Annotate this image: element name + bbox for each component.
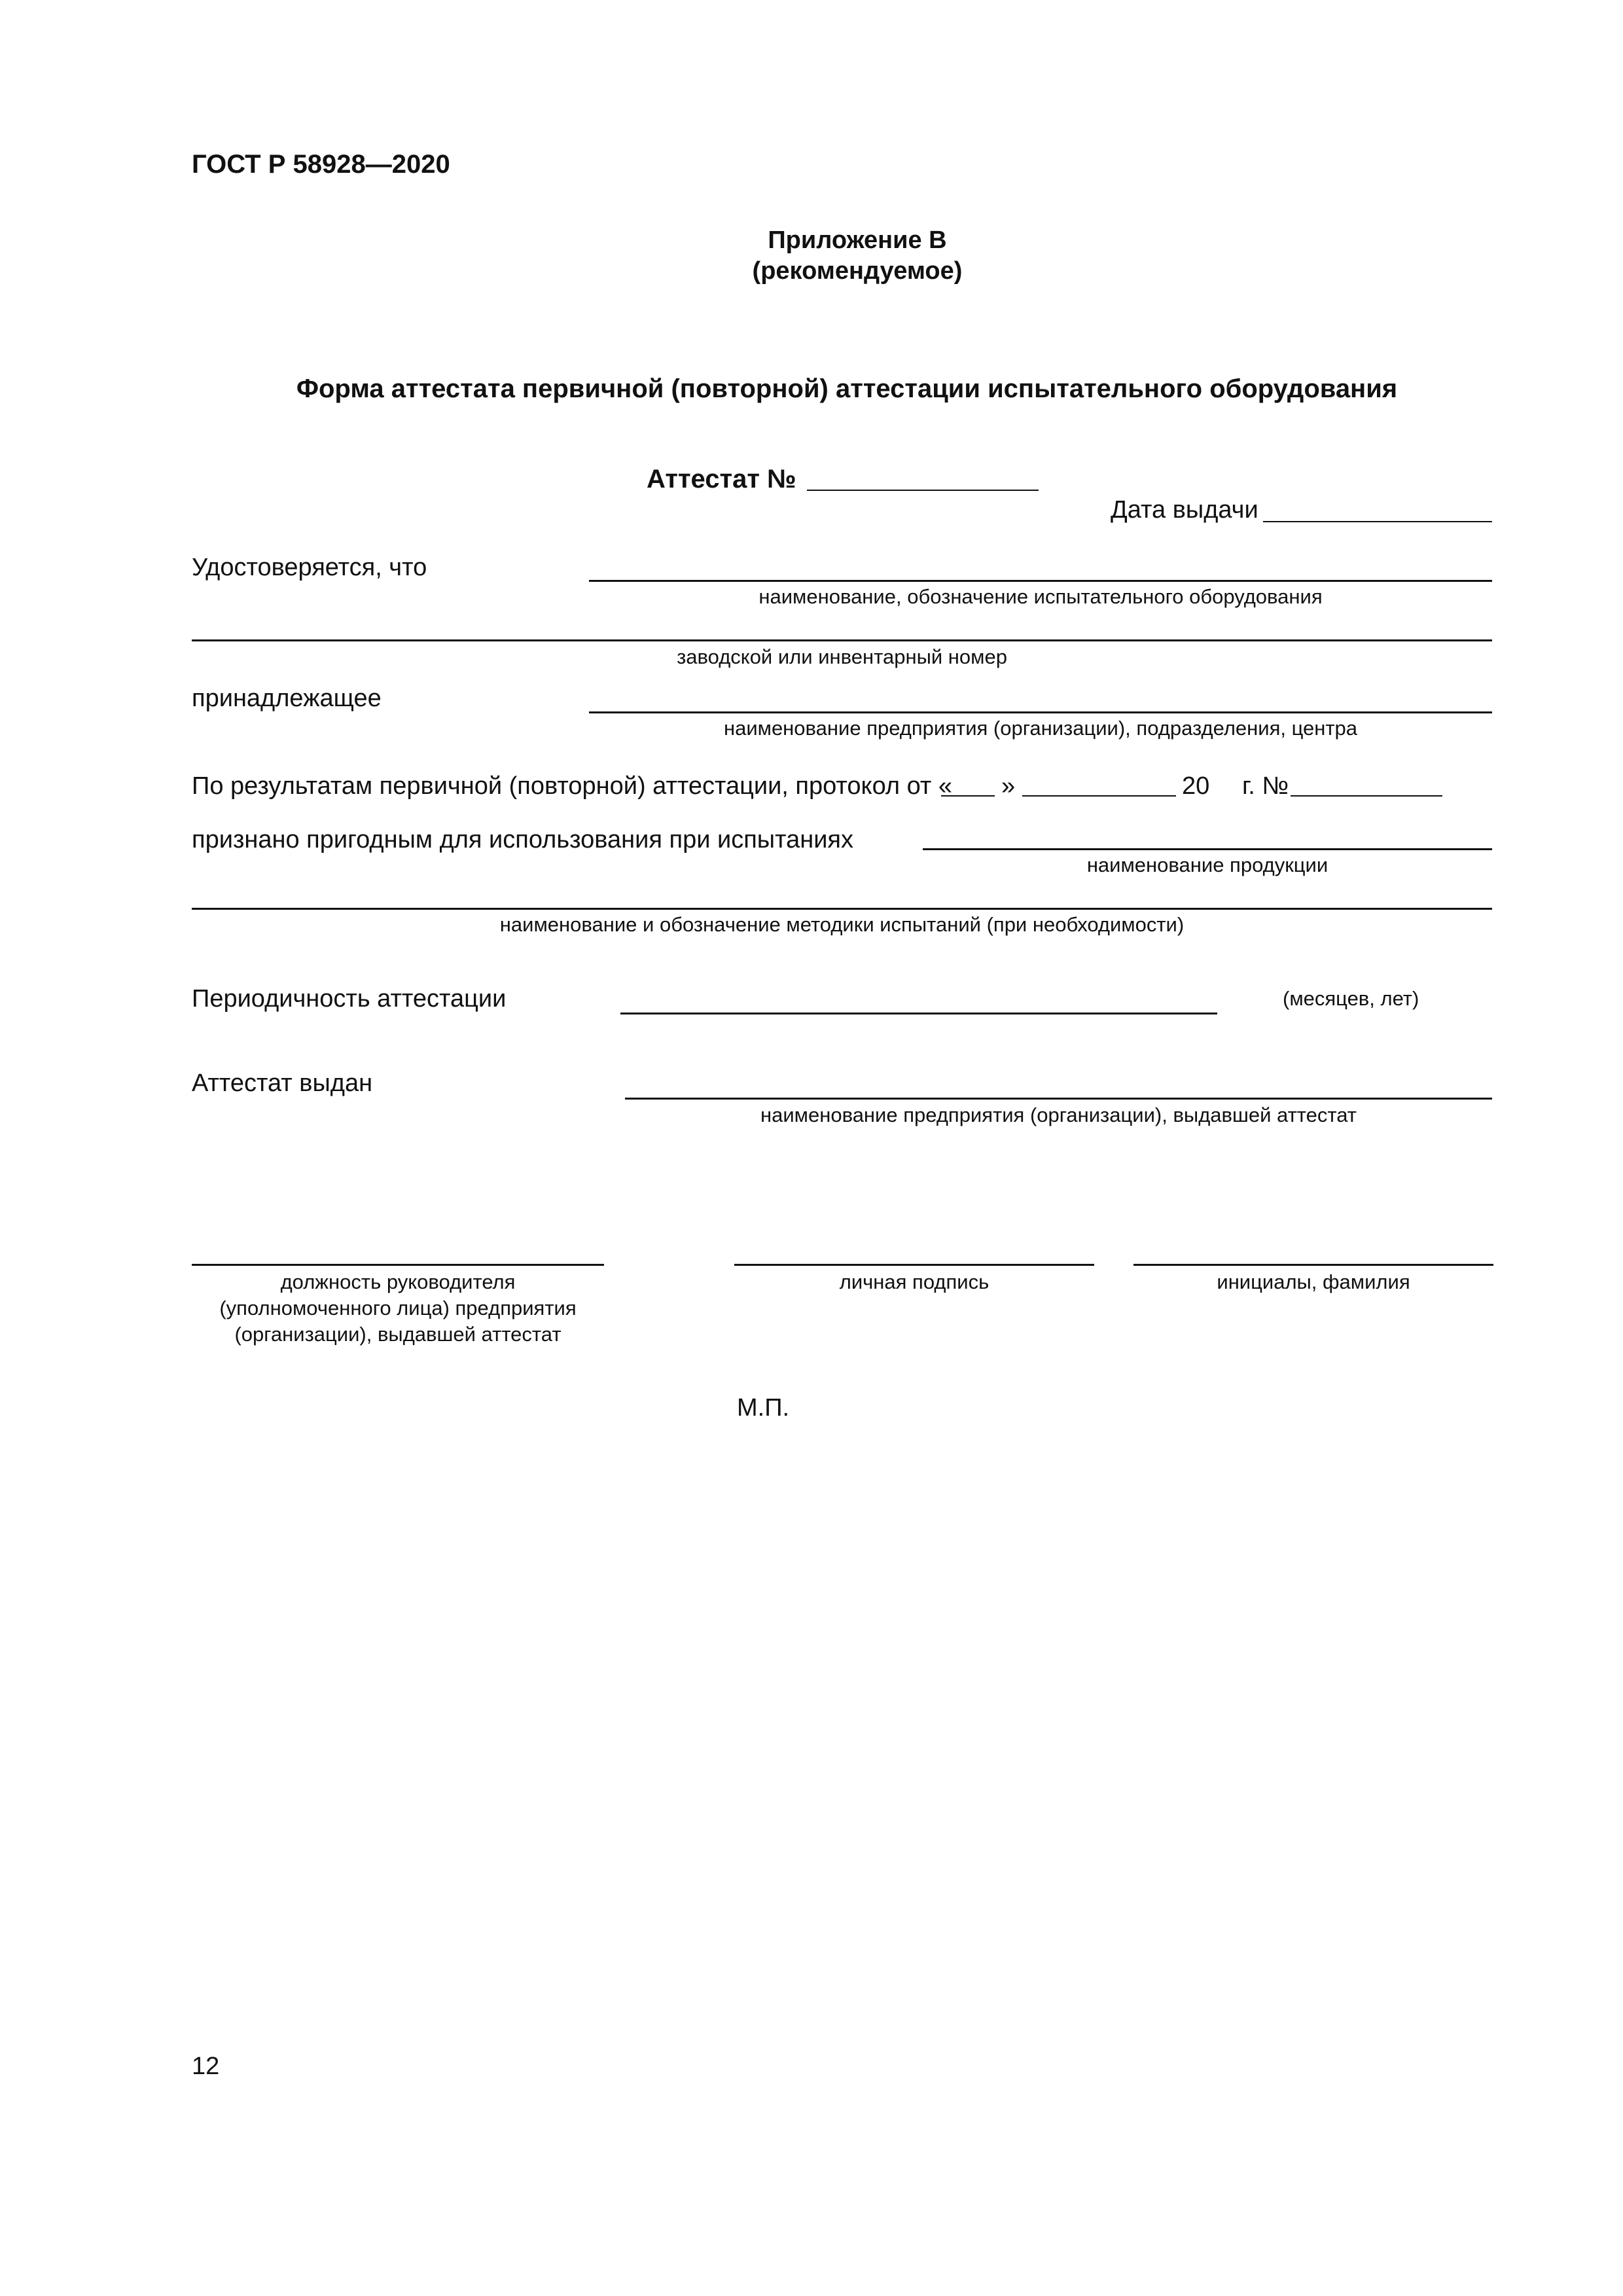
product-line[interactable] <box>923 848 1492 850</box>
periodicity-units: (месяцев, лет) <box>1283 987 1419 1010</box>
serial-caption: заводской или инвентарный номер <box>677 645 1007 668</box>
equipment-line[interactable] <box>589 580 1492 582</box>
position-caption <box>192 1269 604 1348</box>
appendix-note: (рекомендуемое) <box>752 257 963 285</box>
protocol-year: 20 <box>1182 772 1210 800</box>
protocol-text: По результатам первичной (повторной) аттестации, протокол от « <box>192 772 953 800</box>
owner-caption: наименование предприятия (организации), подразделения, центра <box>723 717 1358 740</box>
belongs-label: принадлежащее <box>192 685 382 712</box>
protocol-month-line[interactable] <box>1022 795 1176 797</box>
protocol-day-line[interactable] <box>941 795 995 797</box>
position-caption-line3: (организации), выдавшей аттестат <box>234 1323 562 1346</box>
equipment-caption: наименование, обозначение испытательного оборудования <box>758 585 1323 608</box>
issue-date-line[interactable] <box>1263 521 1492 522</box>
page-number: 12 <box>192 2053 220 2080</box>
certificate-number-label: Аттестат № <box>647 465 796 493</box>
method-caption: наименование и обозначение методики испытаний (при необходимости) <box>499 913 1185 936</box>
issue-date-label: Дата выдачи <box>1111 496 1258 524</box>
protocol-number-label: г. № <box>1242 772 1289 800</box>
appendix-title: Приложение В <box>768 226 947 254</box>
issuer-line[interactable] <box>625 1098 1492 1100</box>
form-title: Форма аттестата первичной (повторной) аттестации испытательного оборудования <box>296 374 1398 403</box>
product-caption: наименование продукции <box>1086 853 1329 876</box>
position-caption-line1: должность руководителя <box>280 1270 516 1293</box>
certificate-number-line[interactable] <box>807 490 1039 491</box>
certifies-label: Удостоверяется, что <box>192 554 427 581</box>
doc-code: ГОСТ Р 58928—2020 <box>192 150 450 179</box>
issuer-caption: наименование предприятия (организации), выдавшей аттестат <box>760 1103 1357 1126</box>
suitable-label: признано пригодным для использования при испытаниях <box>192 826 854 853</box>
signature-caption: личная подпись <box>839 1270 990 1293</box>
name-caption: инициалы, фамилия <box>1217 1270 1410 1293</box>
protocol-number-line[interactable] <box>1291 795 1442 797</box>
signature-line[interactable] <box>734 1264 1094 1266</box>
name-line[interactable] <box>1133 1264 1493 1266</box>
method-line[interactable] <box>192 908 1492 910</box>
owner-line[interactable] <box>589 711 1492 713</box>
position-line[interactable] <box>192 1264 604 1266</box>
periodicity-line[interactable] <box>620 1013 1217 1014</box>
issued-label: Аттестат выдан <box>192 1069 373 1097</box>
stamp-label: М.П. <box>737 1394 790 1422</box>
protocol-quote-close: » <box>1001 772 1016 800</box>
periodicity-label: Периодичность аттестации <box>192 985 507 1013</box>
serial-line[interactable] <box>192 639 1492 641</box>
position-caption-line2: (уполномоченного лица) предприятия <box>219 1297 577 1319</box>
